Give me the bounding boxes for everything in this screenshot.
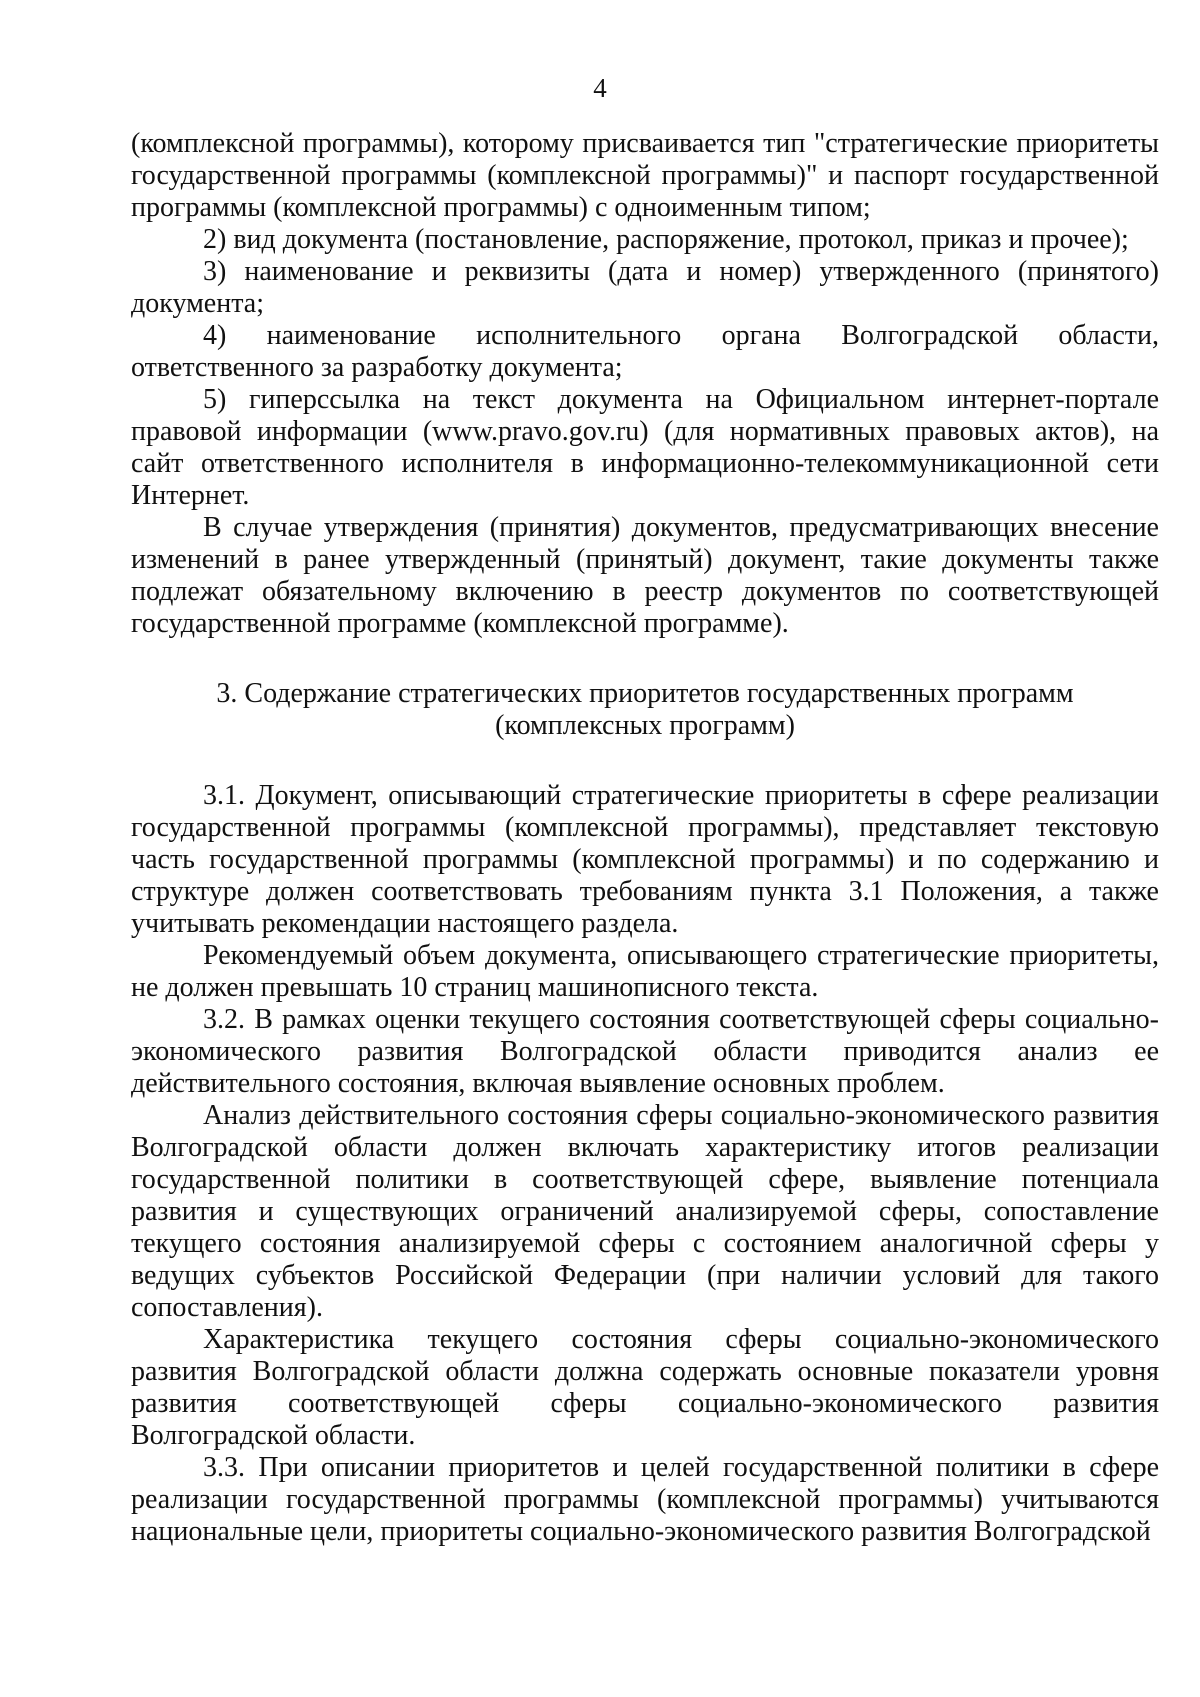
paragraph-volume: Рекомендуемый объем документа, описывающего стратегические приоритеты, не должен превышать 10 страниц машинописного текста. <box>131 940 1159 1003</box>
paragraph-characteristics: Характеристика текущего состояния сферы социально-экономического развития Волгоградской области должна содержать основные показатели уровня развития соответствующей сферы социально-экономического развития Волгоградской области. <box>131 1324 1159 1451</box>
paragraph-3-2: 3.2. В рамках оценки текущего состояния соответствующей сферы социально-экономического развития Волгоградской области приводится анализ ее действительного состояния, включая выявление основных проблем. <box>131 1004 1159 1099</box>
page-number: 4 <box>593 73 607 103</box>
list-item-document-type: 2) вид документа (постановление, распоряжение, протокол, приказ и прочее); <box>203 224 1129 255</box>
paragraph-analysis: Анализ действительного состояния сферы социально-экономического развития Волгоградской области должен включать характеристику итогов реализации государственной политики в соответствующей сфере, выявление потенциала развития и существующих ограничений анализируемой сферы, сопоставление текущего состояния анализируемой сферы с состоянием аналогичной сферы у ведущих субъектов Российской Федерации (при наличии условий для такого сопоставления). <box>131 1100 1159 1323</box>
section-heading-line-1: 3. Содержание стратегических приоритетов государственных программ <box>216 678 1074 709</box>
list-item-responsible-body: 4) наименование исполнительного органа Волгоградской области, ответственного за разработку документа; <box>131 320 1159 383</box>
paragraph-continuation: (комплексной программы), которому присваивается тип "стратегические приоритеты государственной программы (комплексной программы)" и паспорт государственной программы (комплексной программы) с одноименным типом; <box>131 128 1159 223</box>
section-heading <box>131 678 1159 742</box>
list-item-hyperlink: 5) гиперссылка на текст документа на Официальном интернет-портале правовой информации (www.pravo.gov.ru) (для нормативных правовых актов), на сайт ответственного исполнителя в информационно-телекоммуникационной сети Интернет. <box>131 384 1159 511</box>
paragraph-3-1: 3.1. Документ, описывающий стратегические приоритеты в сфере реализации государственной программы (комплексной программы), представляет текстовую часть государственной программы (комплексной программы) и по содержанию и структуре должен соответствовать требованиям пункта 3.1 Положения, а также учитывать рекомендации настоящего раздела. <box>131 780 1159 939</box>
paragraph-3-3: 3.3. При описании приоритетов и целей государственной политики в сфере реализации государственной программы (комплексной программы) учитываются национальные цели, приоритеты социально-экономического развития Волгоградской <box>131 1452 1159 1547</box>
document-body <box>131 128 1159 1548</box>
list-item-document-requisites: 3) наименование и реквизиты (дата и номер) утвержденного (принятого) документа; <box>131 256 1159 319</box>
section-heading-line-2: (комплексных программ) <box>495 710 795 741</box>
paragraph-amendments: В случае утверждения (принятия) документов, предусматривающих внесение изменений в ранее утвержденный (принятый) документ, такие документы также подлежат обязательному включению в реестр документов по соответствующей государственной программе (комплексной программе). <box>131 512 1159 639</box>
